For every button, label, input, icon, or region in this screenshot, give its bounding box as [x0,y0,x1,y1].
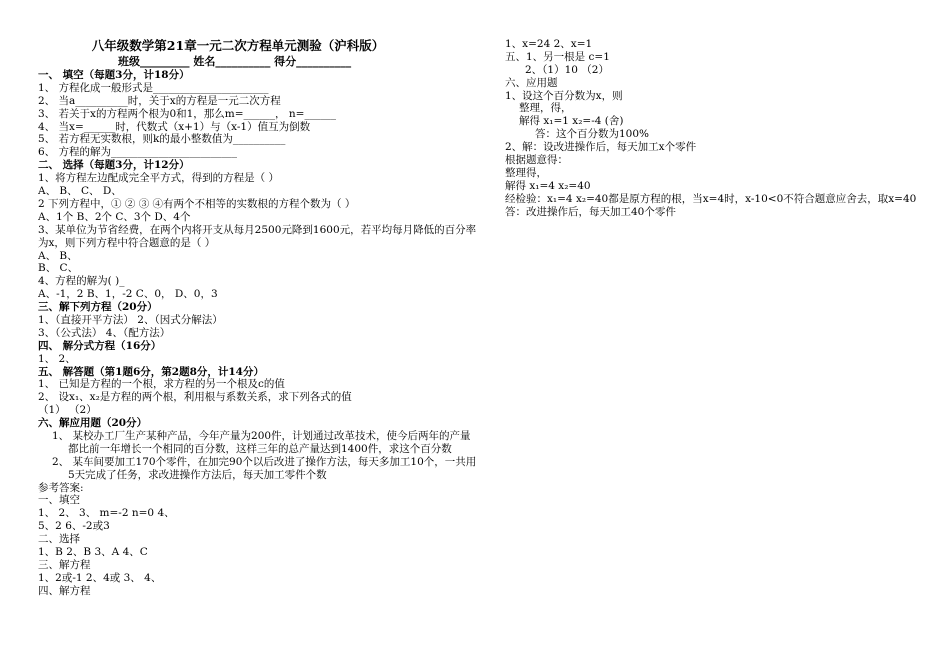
exam-column-left [38,38,478,598]
text-line: 一、填空 [38,494,80,507]
text-line: 二、选择 [38,533,80,546]
text-line: 1、 2、 [38,352,76,365]
text-line: 1、 某校办工厂生产某种产品，今年产量为200件，计划通过改革技术，使今后两年的产量都比前一年增长一个相同的百分数，这样三年的总产量达到1400件，求这个百分数 [52,429,471,455]
text-line: 4、方程的解为( )_ [38,275,125,288]
exam-column-right [505,38,925,218]
text-line: 整理，得， [519,102,572,115]
text-line: 2 下列方程中，① ② ③ ④有两个不相等的实数根的方程个数为（ ） [38,197,356,210]
answer-key-continued [505,38,925,218]
text-line: 1、x=24 2、x=1 [505,38,593,50]
text-line: A、-1，2 B、1，-2 C、0， D、0，3 [38,288,218,301]
text-line: 经检验：x₁=4 x₂=40都是原方程的根，当x=4时，x-10<0不符合题意应舍去，取x=40 [505,192,917,205]
text-line: 1、设这个百分数为x，则 [505,89,623,102]
student-info-line: 班级_________ 姓名__________ 得分__________ [118,55,352,68]
text-line: 解得 x₁=4 x₂=40 [505,179,591,192]
text-line: 3、 若关于x的方程两个根为0和1，那么m=______， n=______ [38,107,336,120]
text-line: 2、 设x₁、x₂是方程的两个根，利用根与系数关系，求下列各式的值 [38,391,352,404]
text-line: A、 B、 [38,249,78,262]
text-line: 1、将方程左边配成完全平方式，得到的方程是（ ） [38,172,280,185]
text-line: 五、 解答题（第1题6分，第2题8分，计14分） [38,365,264,378]
text-line: 1、2或-1 2、4或 3、 4、 [38,571,162,584]
text-line: 3、（公式法） 4、（配方法） [38,326,171,339]
text-line: 2、 当a__________时，关于x的方程是一元二次方程 [38,94,281,107]
text-line: 整理得， [505,166,547,179]
text-line: 一、 填空（每题3分，计18分） [38,69,190,81]
exam-title: 八年级数学第21章一元二次方程单元测验（沪科版） [91,38,385,53]
text-line: 答：改进操作后，每天加工40个零件 [505,205,676,218]
text-line: 四、解方程 [38,584,91,597]
text-line: 四、 解分式方程（16分） [38,339,162,352]
text-line: 5、 若方程无实数根，则k的最小整数值为__________ [38,133,286,146]
text-line: 三、解方程 [38,558,91,571]
text-line: 解得 x₁=1 x₂=-4 (舍) [519,115,624,128]
text-line: 4、 当x=______时，代数式（x+1）与（x-1）值互为倒数 [38,120,311,133]
text-line: （1） （2） [38,404,97,417]
text-line: 1、（直接开平方法） 2、（因式分解法） [38,313,223,326]
text-line: 1、B 2、B 3、A 4、C [38,546,148,559]
text-line: 六、解应用题（20分） [38,417,148,430]
text-line: 1、 2、 3、 m=-2 n=0 4、 [38,507,175,520]
text-line: 1、 已知是方程的一个根，求方程的另一个根及c的值 [38,378,285,391]
text-line: B、 C、 [38,262,79,275]
text-line: 参考答案: [38,481,84,494]
text-line: 3、某单位为节省经费，在两个内将开支从每月2500元降到1600元，若平均每月降低的百分率为x，则下列方程中符合题意的是（ ） [38,223,477,249]
text-line: 2、（1）10 （2） [525,63,609,76]
text-line: A、 B、 C、 D、 [38,185,122,198]
text-line: 2、 某车间要加工170个零件，在加完90个以后改进了操作方法，每天多加工10个，一共用5天完成了任务，求改进操作方法后，每天加工零件个数 [52,455,477,481]
text-line: 答：这个百分数为100% [535,128,650,141]
text-line: 六、应用题 [505,76,558,89]
text-line: 五、1、另一根是 c=1 [505,50,610,63]
text-line: 6、 方程的解为________________________ [38,146,238,159]
text-line: 5、2 6、-2或3 [38,520,110,533]
questions-and-answers [38,69,478,598]
text-line: 2、解：设改进操作后，每天加工x个零件 [505,141,697,154]
text-line: 三、解下列方程（20分） [38,301,158,314]
text-line: 1、 方程化成一般形式是______________________ [38,81,269,94]
text-line: 二、 选择（每题3分，计12分） [38,159,190,172]
text-line: A、1个 B、2个 C、3个 D、4个 [38,210,191,223]
text-line: 根据题意得： [505,154,568,167]
